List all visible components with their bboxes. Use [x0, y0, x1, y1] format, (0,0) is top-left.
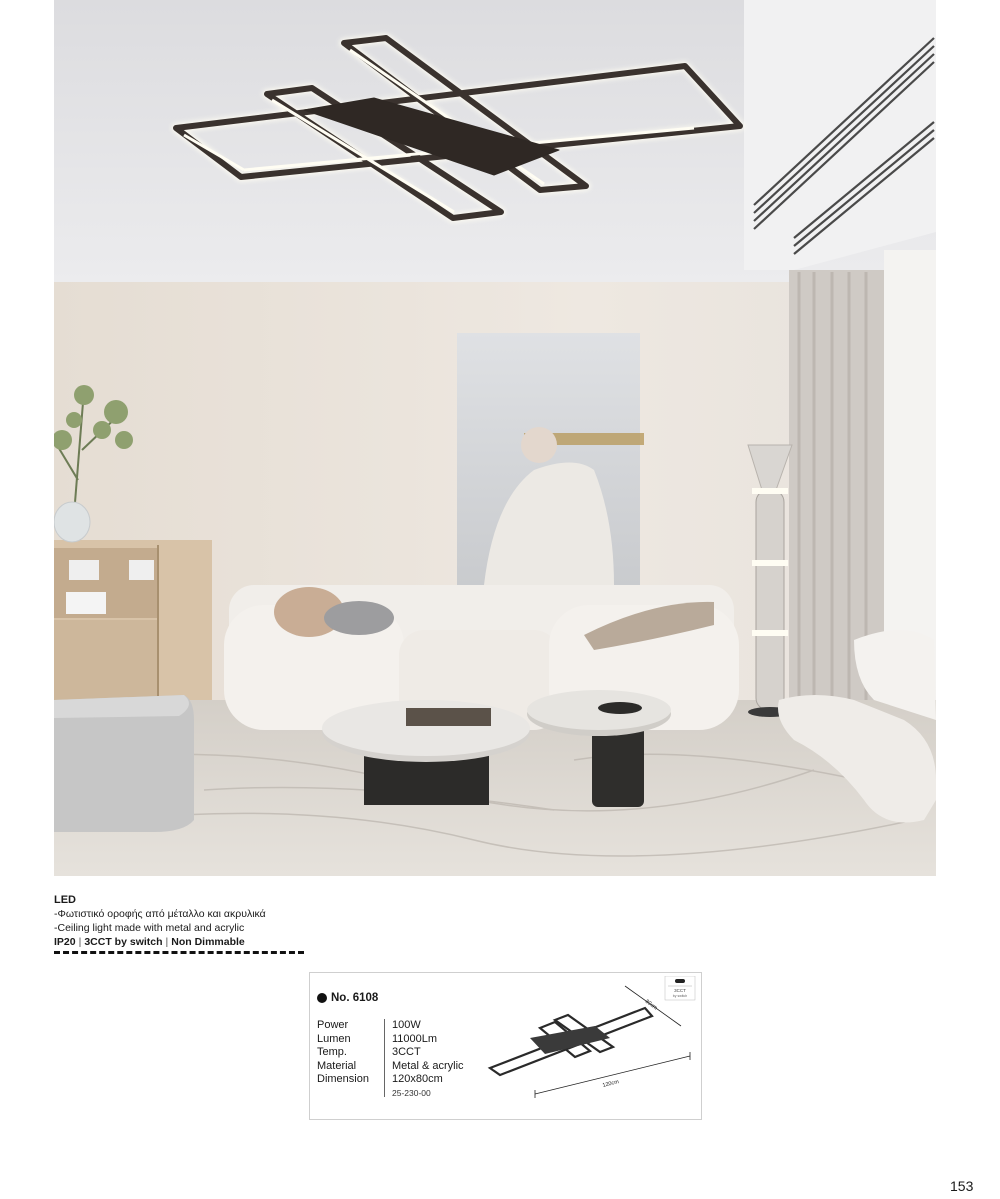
dimension-width-label: 120cm [602, 1079, 620, 1089]
spec-label: Power [317, 1019, 349, 1031]
description-greek: -Φωτιστικό οροφής από μέταλλο και ακρυλικά [54, 908, 266, 920]
feature-cct: 3CCT by switch [84, 936, 163, 948]
dimension-depth-label: 80cm [643, 998, 659, 1012]
model-number-text: No. 6108 [331, 992, 379, 1004]
description-english: -Ceiling light made with metal and acrylic [54, 922, 245, 934]
product-photo [54, 0, 936, 876]
spec-value: 100W [392, 1019, 421, 1031]
spec-value: 3CCT [392, 1046, 421, 1059]
product-category: LED [54, 894, 76, 906]
spec-card [309, 972, 702, 1120]
bullet-dot-icon [317, 993, 327, 1003]
technical-drawing [485, 976, 697, 1114]
product-code: 25-230-00 [392, 1087, 431, 1098]
spec-divider-line [384, 1019, 385, 1097]
feature-dimming: Non Dimmable [171, 936, 245, 948]
spec-values [392, 1019, 464, 1099]
cct-badge [665, 976, 695, 1000]
spec-value: 120x80cm [392, 1073, 443, 1086]
product-description [54, 893, 314, 949]
spec-label: Lumen [317, 1032, 351, 1045]
page-number: 153 [950, 1178, 974, 1194]
spec-label: Material [317, 1059, 357, 1072]
model-number [317, 992, 378, 1004]
spec-value: 11000Lm [392, 1032, 438, 1045]
spec-labels [317, 1019, 369, 1087]
spec-label: Temp. [317, 1046, 347, 1059]
soffit [744, 0, 936, 270]
spec-value: Metal & acrylic [392, 1059, 464, 1072]
feature-line: IP20 | 3CCT by switch | Non Dimmable [54, 936, 245, 948]
dashed-divider [54, 951, 304, 954]
feature-ip: IP20 [54, 936, 76, 948]
spec-label: Dimension [317, 1073, 369, 1086]
cct-badge-sub: by switch [672, 994, 688, 998]
cct-badge-label: 3CCT [674, 988, 686, 993]
